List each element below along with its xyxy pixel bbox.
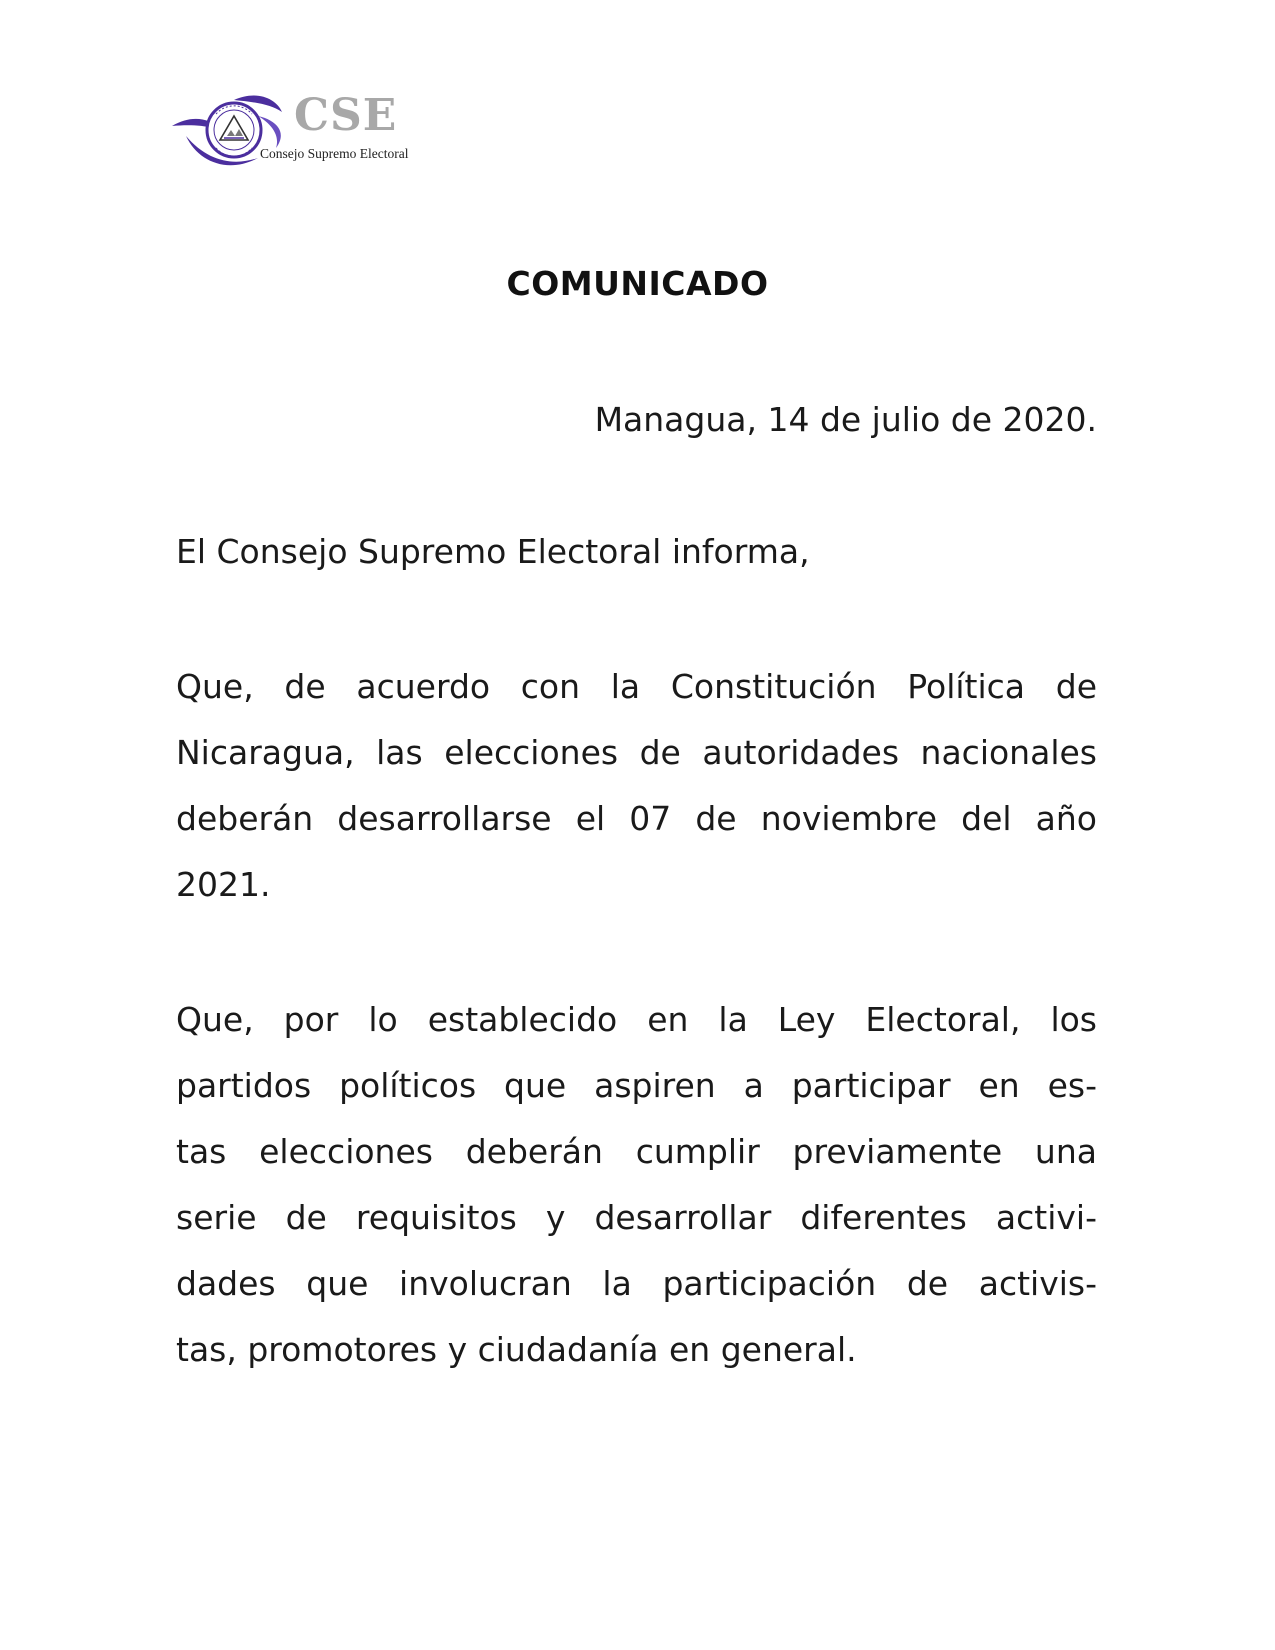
date-line: Managua, 14 de julio de 2020. bbox=[594, 400, 1097, 439]
intro-line: El Consejo Supremo Electoral informa, bbox=[176, 532, 810, 571]
paragraph-line: Que, de acuerdo con la Constitución Política de bbox=[176, 667, 1097, 706]
document-title: COMUNICADO bbox=[506, 264, 769, 303]
logo-abbreviation: CSE bbox=[294, 90, 398, 141]
paragraph-line: Nicaragua, las elecciones de autoridades nacionales bbox=[176, 733, 1097, 772]
cse-seal-emblem bbox=[172, 92, 296, 176]
paragraph-1 bbox=[176, 654, 1097, 918]
paragraph-line: dades que involucran la participación de activis- bbox=[176, 1264, 1097, 1303]
paragraph-line: tas elecciones deberán cumplir previamente una bbox=[176, 1132, 1097, 1171]
paragraph-line: 2021. bbox=[176, 865, 271, 904]
paragraph-line: Que, por lo establecido en la Ley Electoral, los bbox=[176, 1000, 1097, 1039]
paragraph-line: serie de requisitos y desarrollar diferentes activi- bbox=[176, 1198, 1097, 1237]
paragraph-line: partidos políticos que aspiren a participar en es- bbox=[176, 1066, 1097, 1105]
paragraph-2 bbox=[176, 987, 1097, 1383]
paragraph-line: deberán desarrollarse el 07 de noviembre del año bbox=[176, 799, 1097, 838]
cse-logo bbox=[172, 92, 432, 176]
paragraph-line: tas, promotores y ciudadanía en general. bbox=[176, 1330, 857, 1369]
logo-institution-name: Consejo Supremo Electoral bbox=[260, 146, 409, 161]
